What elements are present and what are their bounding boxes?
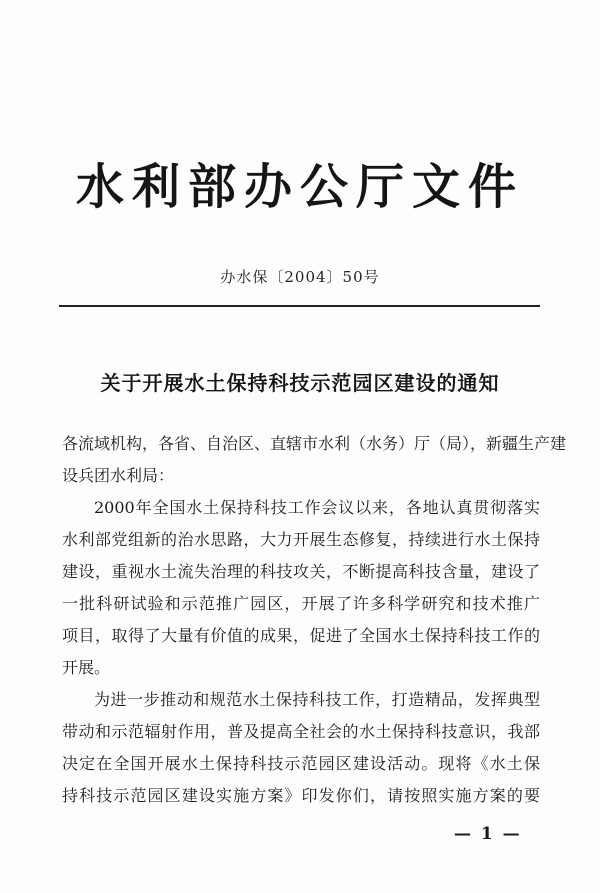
paragraph-line: 决定在全国开展水土保持科技示范园区建设活动。现将《水土保 (62, 754, 540, 773)
paragraph-line: 带动和示范辐射作用，普及提高全社会的水土保持科技意识，我部 (62, 722, 540, 741)
body-paragraph-1 (62, 492, 540, 684)
paragraph-line: 水利部党组新的治水思路，大力开展生态修复，持续进行水土保持 (62, 530, 540, 549)
paragraph-line: 持科技示范园区建设实施方案》印发你们，请按照实施方案的要 (62, 786, 540, 805)
recipients-line: 设兵团水利局： (62, 466, 175, 485)
paragraph-line: 开展。 (62, 658, 111, 677)
paragraph-line: 2000年全国水土保持科技工作会议以来，各地认真贯彻落实 (94, 498, 540, 517)
paragraph-line: 项目，取得了大量有价值的成果，促进了全国水土保持科技工作的 (62, 626, 540, 645)
page-number: — 1 — (454, 824, 522, 844)
body-paragraph-2 (62, 684, 540, 812)
recipients-line: 各流域机构，各省、自治区、直辖市水利（水务）厅（局），新疆生产建 (62, 434, 567, 453)
document-body (62, 428, 567, 812)
paragraph-line: 建设，重视水土流失治理的科技攻关，不断提高科技含量，建设了 (62, 562, 540, 581)
paragraph-line: 为进一步推动和规范水土保持科技工作，打造精品，发挥典型 (94, 690, 540, 709)
document-number: 办水保〔2004〕50号 (220, 268, 380, 286)
document-header-title: 水利部办公厅文件 (75, 159, 524, 215)
paragraph-line: 一批科研试验和示范推广园区，开展了许多科学研究和技术推广 (62, 594, 540, 613)
header-divider (59, 305, 540, 307)
notice-title: 关于开展水土保持科技示范园区建设的通知 (100, 371, 500, 395)
recipients-paragraph (62, 428, 567, 492)
